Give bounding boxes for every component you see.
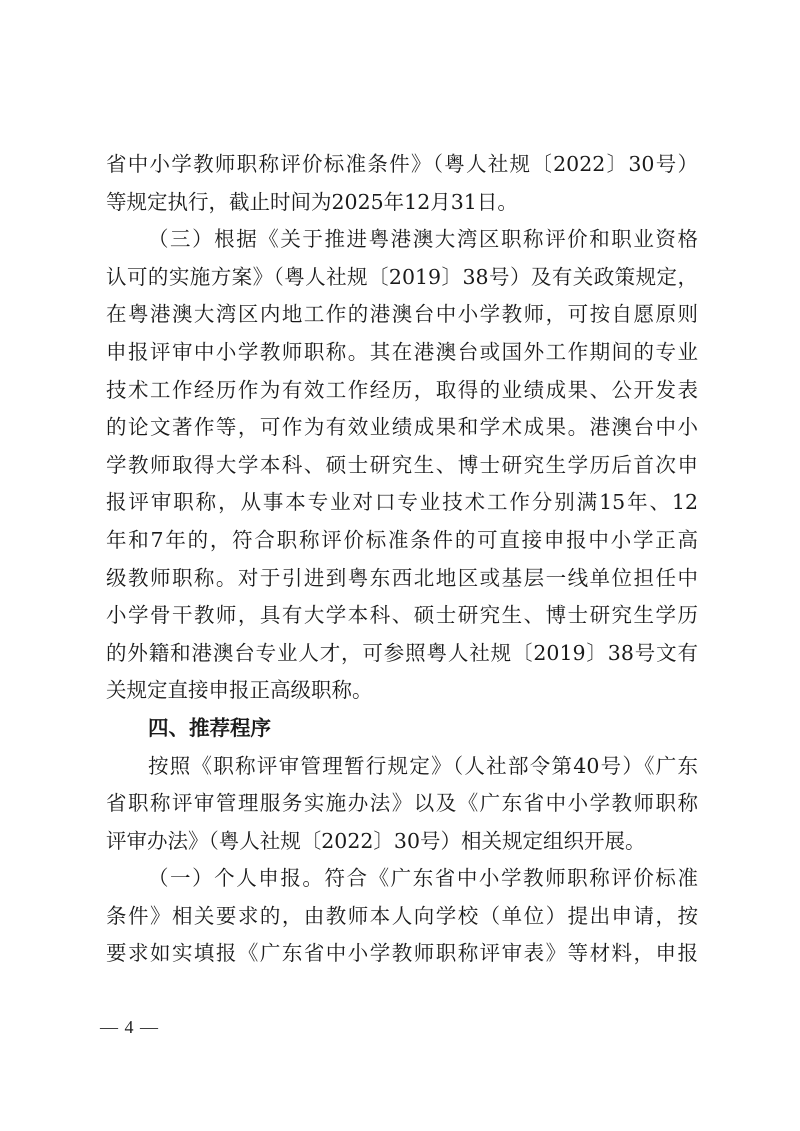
text-line: 学教师取得大学本科、硕士研究生、博士研究生学历后首次申: [106, 452, 698, 477]
text-line: 条件》相关要求的，由教师本人向学校（单位）提出申请，按: [106, 903, 698, 928]
text-line: 的外籍和港澳台专业人才，可参照粤人社规〔2019〕38号文有: [106, 640, 698, 665]
page-number: — 4 —: [100, 1017, 159, 1037]
text-line: 评审办法》（粤人社规〔2022〕30号）相关规定组织开展。: [106, 828, 646, 853]
paragraph-start-line: （三）根据《关于推进粤港澳大湾区职称评价和职业资格: [148, 227, 698, 252]
paragraph-start-line: 按照《职称评审管理暂行规定》（人社部令第40号）《广东: [148, 753, 698, 778]
text-line: 在粤港澳大湾区内地工作的港澳台中小学教师，可按自愿原则: [106, 302, 698, 327]
text-line: 报评审职称，从事本专业对口专业技术工作分别满15年、12: [106, 490, 698, 515]
text-line: 技术工作经历作为有效工作经历，取得的业绩成果、公开发表: [106, 377, 698, 402]
text-line: 认可的实施方案》（粤人社规〔2019〕38号）及有关政策规定，: [106, 264, 698, 289]
text-line: 申报评审中小学教师职称。其在港澳台或国外工作期间的专业: [106, 339, 698, 364]
text-line: 等规定执行，截止时间为2025年12月31日。: [106, 189, 518, 214]
text-line: 省职称评审管理服务实施办法》以及《广东省中小学教师职称: [106, 791, 698, 816]
text-line: 关规定直接申报正高级职称。: [106, 678, 373, 703]
text-line: 的论文著作等，可作为有效业绩成果和学术成果。港澳台中小: [106, 415, 698, 440]
text-line: 小学骨干教师，具有大学本科、硕士研究生、博士研究生学历: [106, 603, 698, 628]
text-line: 省中小学教师职称评价标准条件》（粤人社规〔2022〕30号）: [106, 152, 698, 176]
paragraph-start-line: （一）个人申报。符合《广东省中小学教师职称评价标准: [148, 866, 698, 891]
text-line: 年和7年的，符合职称评价标准条件的可直接申报中小学正高: [106, 527, 698, 552]
text-line: 要求如实填报《广东省中小学教师职称评审表》等材料，申报: [106, 941, 698, 966]
section-heading: 四、推荐程序: [148, 715, 271, 740]
text-line: 级教师职称。对于引进到粤东西北地区或基层一线单位担任中: [106, 565, 698, 590]
document-body: [106, 146, 698, 973]
